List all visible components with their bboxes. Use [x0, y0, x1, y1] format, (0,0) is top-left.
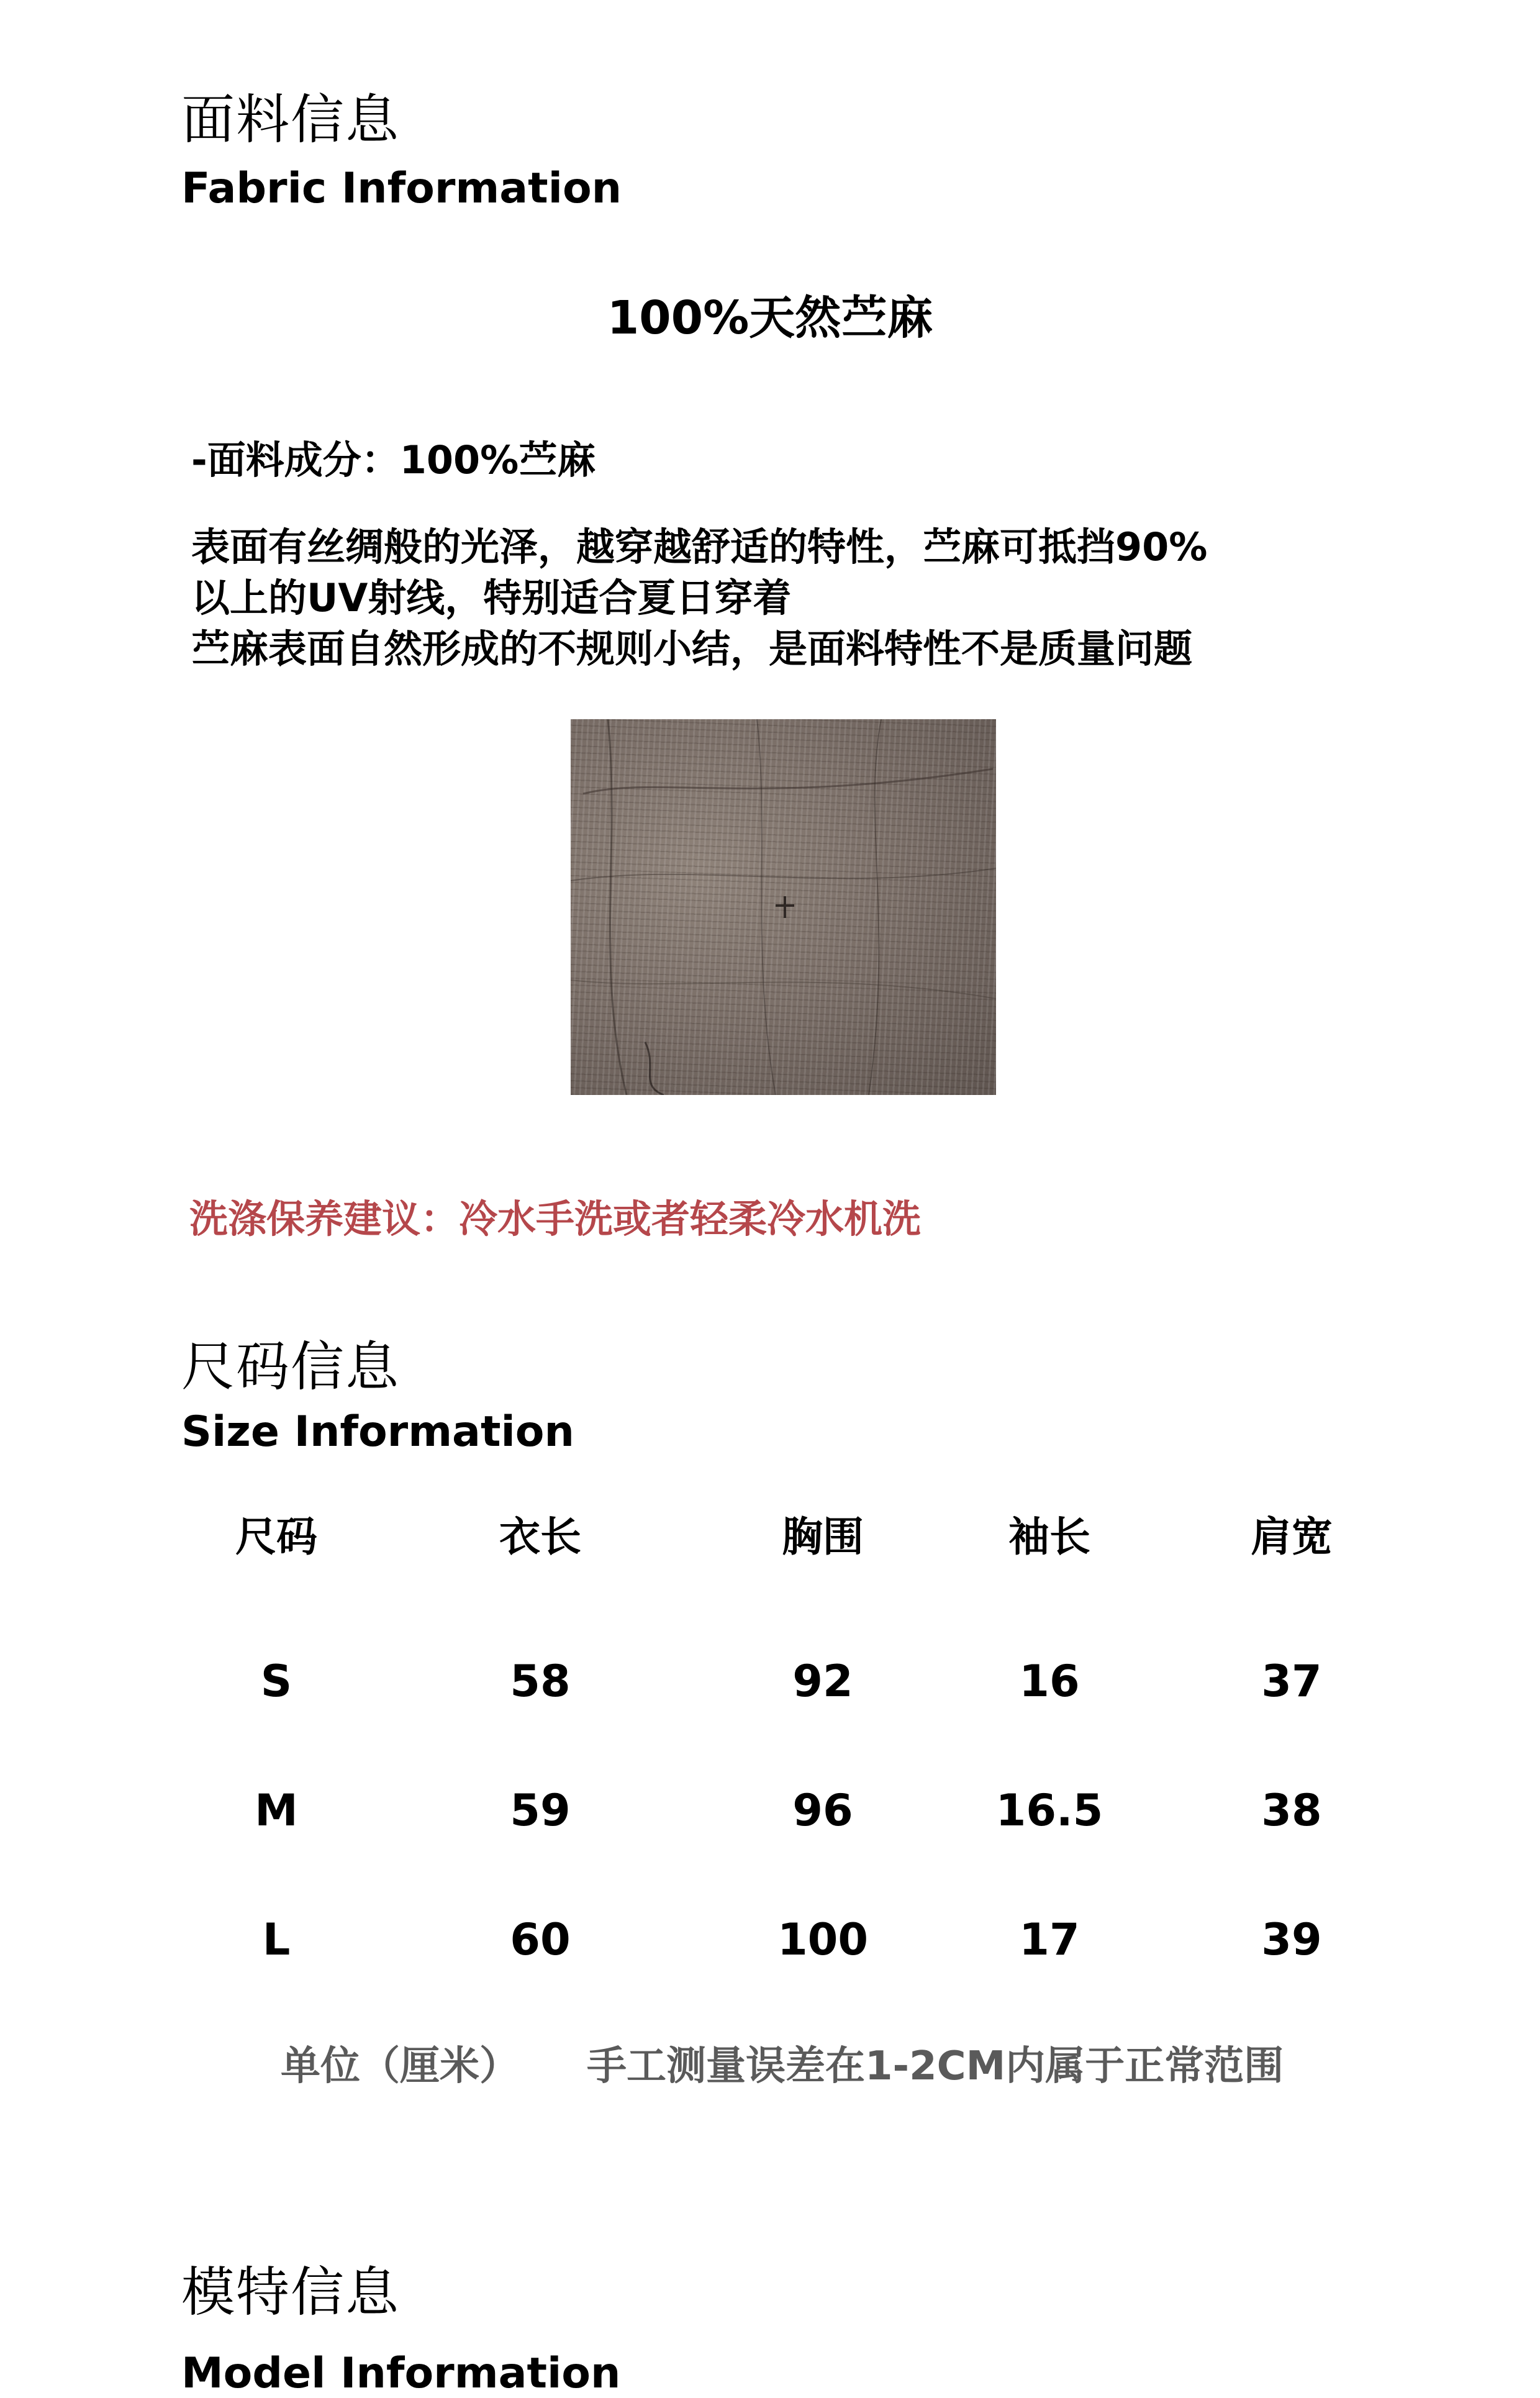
column-header-sleeve: 袖长 — [1008, 1513, 1090, 1561]
table-cell: S — [260, 1656, 292, 1707]
column-header-shoulder: 肩宽 — [1251, 1513, 1333, 1561]
fabric-heading-cn: 面料信息 — [181, 89, 400, 151]
tolerance-note: 手工测量误差在1-2CM内属于正常范围 — [587, 2043, 1284, 2089]
table-cell: 17 — [1019, 1914, 1080, 1965]
table-cell: M — [255, 1785, 298, 1836]
table-row — [186, 1912, 1385, 1968]
table-cell: 58 — [510, 1656, 571, 1707]
table-cell: 59 — [510, 1785, 571, 1836]
size-heading-cn: 尺码信息 — [181, 1336, 400, 1398]
fabric-texture-icon — [571, 719, 996, 1095]
fabric-description — [191, 522, 1207, 674]
column-header-size: 尺码 — [235, 1513, 317, 1561]
table-cell: L — [262, 1914, 291, 1965]
fabric-description-line: 以上的UV射线，特别适合夏日穿着 — [191, 575, 792, 620]
table-cell: 38 — [1261, 1785, 1322, 1836]
table-cell: 96 — [792, 1785, 853, 1836]
table-cell: 100 — [777, 1914, 869, 1965]
table-cell: 60 — [510, 1914, 571, 1965]
table-row — [186, 1653, 1385, 1709]
unit-note: 单位（厘米） — [281, 2043, 519, 2089]
model-heading-cn: 模特信息 — [181, 2261, 400, 2323]
model-heading-en: Model Information — [181, 2349, 621, 2398]
table-cell: 16 — [1019, 1656, 1080, 1707]
fabric-title: 100%天然苎麻 — [607, 291, 933, 345]
column-header-length: 衣长 — [499, 1513, 581, 1561]
size-heading-en: Size Information — [181, 1407, 574, 1456]
table-row — [186, 1783, 1385, 1838]
table-cell: 92 — [792, 1656, 853, 1707]
fabric-composition: -面料成分：100%苎麻 — [191, 437, 596, 483]
fabric-swatch-image — [571, 719, 996, 1095]
fabric-description-line: 表面有丝绸般的光泽，越穿越舒适的特性，苎麻可抵挡90% — [191, 524, 1208, 570]
size-table-header — [186, 1509, 1385, 1565]
care-instructions: 洗涤保养建议：冷水手洗或者轻柔冷水机洗 — [189, 1196, 922, 1242]
table-cell: 39 — [1261, 1914, 1322, 1965]
table-cell: 37 — [1261, 1656, 1322, 1707]
fabric-heading-en: Fabric Information — [181, 164, 622, 213]
table-cell: 16.5 — [995, 1785, 1103, 1836]
column-header-chest: 胸围 — [782, 1513, 864, 1561]
fabric-description-line: 苎麻表面自然形成的不规则小结，是面料特性不是质量问题 — [191, 626, 1193, 671]
